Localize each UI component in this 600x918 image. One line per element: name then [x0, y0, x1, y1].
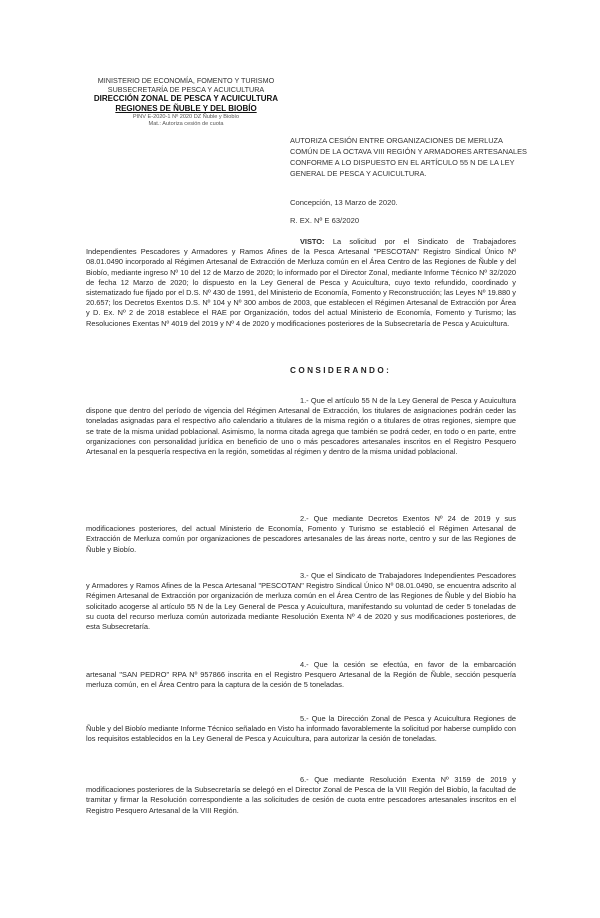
- considerando-4: [86, 660, 516, 691]
- resolution-subject: AUTORIZA CESIÓN ENTRE ORGANIZACIONES DE MERLUZA COMÚN DE LA OCTAVA VIII REGIÓN Y ARMADORES ARTESANALES CONFORME A LO DISPUESTO EN EL ARTÍCULO 55 N DE LA LEY GENERAL DE PESCA Y ACUICULTURA.: [290, 136, 527, 178]
- ministry-name: MINISTERIO DE ECONOMÍA, FOMENTO Y TURISMO: [97, 76, 275, 85]
- considerando-6: [86, 775, 516, 816]
- considerando-5-lead: 5.- Que la Dirección Zonal de Pesca y Acuicultura: [300, 714, 471, 723]
- visto-text: La solicitud por el Sindicato de Trabajadores Independientes Pescadores y Armadores y Ramos Afines de la Pesca Artesanal "PESCOTAN" Registro Sindical Único Nº 08.01.0490 incorporado al Régimen Artesanal de Extracción de Merluza común en el Área Centro de las Regiones de Ñuble y del Biobío, mediante ingreso Nº 10 del 12 de Marzo de 2020; lo informado por el Director Zonal, mediante Informe Técnico Nº 32/2020 de fecha 12 Marzo de 2020; lo dispuesto en la Ley General de Pesca y Acuicultura, cuyo texto refundido, coordinado y sistematizado fue fijado por el D.S. Nº 430 de 1991, del Ministerio de Economía, Fomento y Reconstrucción; las Leyes Nº 19.880 y 20.657; los Decretos Exentos D.S. Nº 104 y Nº 300 ambos de 2003, que establecen el Régimen Artesanal de Extracción por Área y D. Ex. Nº 2 de 2018 establece el RAE por Organización, todos del actual Ministerio de Economía, Fomento y Turismo; las Resoluciones Exentas Nº 4019 del 2019 y Nº 4 de 2020 y modificaciones posteriores de la Subsecretaría de Pesca y Acuicultura.: [86, 237, 516, 328]
- considerando-6-lead: 6.- Que mediante Resolución Exenta Nº 3159 de 2019 y: [300, 775, 516, 784]
- considerando-3: [86, 571, 516, 632]
- considerando-3-text: Pescadores y Armadores y Ramos Afines de la Pesca Artesanal "PESCOTAN" Registro Sindical Único Nº 08.01.0490, se encuentra adscrito al Régimen Artesanal de Extracción por organización de merluza común en el Área Centro de las Regiones de Ñuble y del Biobío ha solicitado acogerse al artículo 55 N de la Ley General de Pesca y Acuicultura, manifestando su voluntad de ceder 5 toneladas de su cuota del recurso merluza común autorizada mediante Resolución Exenta Nº 4 de 2020 y sus modificaciones posteriores, de esta Subsecretaría.: [86, 571, 516, 632]
- resolution-number: R. EX. Nº E 63/2020: [290, 216, 360, 225]
- considerando-1: [86, 396, 516, 457]
- considerando-1-lead: 1.- Que el artículo 55 N de la Ley General de Pesca y: [300, 396, 478, 405]
- header-meta-2: Mat.: Autoriza cesión de cuota: [148, 121, 224, 127]
- considerando-4-text: artesanal "SAN PEDRO" RPA Nº 957866 inscrita en el Registro Pesquero Artesanal de la Región de Ñuble, sección pesquería merluza común, en el Área Centro para la captura de la cesión de 5 toneladas.: [86, 670, 516, 690]
- date-line: Concepción, 13 Marzo de 2020.: [290, 198, 398, 207]
- considerando-2-lead: 2.- Que mediante Decretos Exentos Nº 24 de 2019 y sus: [300, 514, 516, 523]
- considerando-3-lead: 3.- Que el Sindicato de Trabajadores Independientes: [300, 571, 475, 580]
- considerando-title: CONSIDERANDO:: [290, 366, 392, 375]
- considerando-2: [86, 514, 516, 555]
- considerando-4-lead: 4.- Que la cesión se efectúa, en favor de la embarcación: [300, 660, 516, 669]
- visto-paragraph: [86, 237, 516, 329]
- considerando-1-text: Acuicultura dispone que dentro del período de vigencia del Régimen Artesanal de Extracción, los titulares de asignaciones podrán ceder las toneladas asignadas para el respectivo año calendario a titulares de la misma región o a titulares de otras regiones, siempre que se trate de la misma unidad poblacional. Asimismo, la norma citada agrega que también se podrá ceder, en todo o en parte, entre organizaciones con personalidad jurídica en beneficio de uno o más pescadores artesanales inscritos en el Registro Pesquero Artesanal en la pesquería respectiva en la región, sometidas al régimen y dentro de la misma unidad poblacional.: [86, 396, 516, 457]
- direccion-name: DIRECCIÓN ZONAL DE PESCA Y ACUICULTURA: [93, 94, 279, 103]
- institution-header: [86, 76, 286, 128]
- regiones-name: REGIONES DE ÑUBLE Y DEL BIOBÍO: [115, 104, 257, 113]
- visto-label: VISTO:: [300, 237, 325, 246]
- considerando-5-text: Regiones de Ñuble y del Biobío mediante Informe Técnico señalado en Visto ha informado favorablemente la solicitud por haberse cumplido con los requisitos establecidos en la Ley General de Pesca y Acuicultura, para autorizar la cesión de toneladas.: [86, 714, 516, 744]
- considerando-5: [86, 714, 516, 745]
- header-meta-1: PINV E-2020-1 Nº 2020 DZ Ñuble y Biobío: [132, 114, 240, 120]
- subsecretaria-name: SUBSECRETARÍA DE PESCA Y ACUICULTURA: [107, 85, 265, 94]
- considerando-2-text: modificaciones posteriores, del actual Ministerio de Economía, Fomento y Turismo se estableció el Régimen Artesanal de Extracción de Merluza común por organizaciones de pescadores artesanales de las áreas norte, centro y sur de las Regiones de Ñuble y Biobío.: [86, 524, 516, 554]
- considerando-6-text: modificaciones posteriores de la Subsecretaría se delegó en el Director Zonal de Pesca de la VIII Región del Biobío, la facultad de tramitar y firmar la Resolución correspondiente a las solicitudes de cesión de cuota entre pescadores artesanales inscritos en el Registro Pesquero Artesanal de la VIII Región.: [86, 785, 516, 815]
